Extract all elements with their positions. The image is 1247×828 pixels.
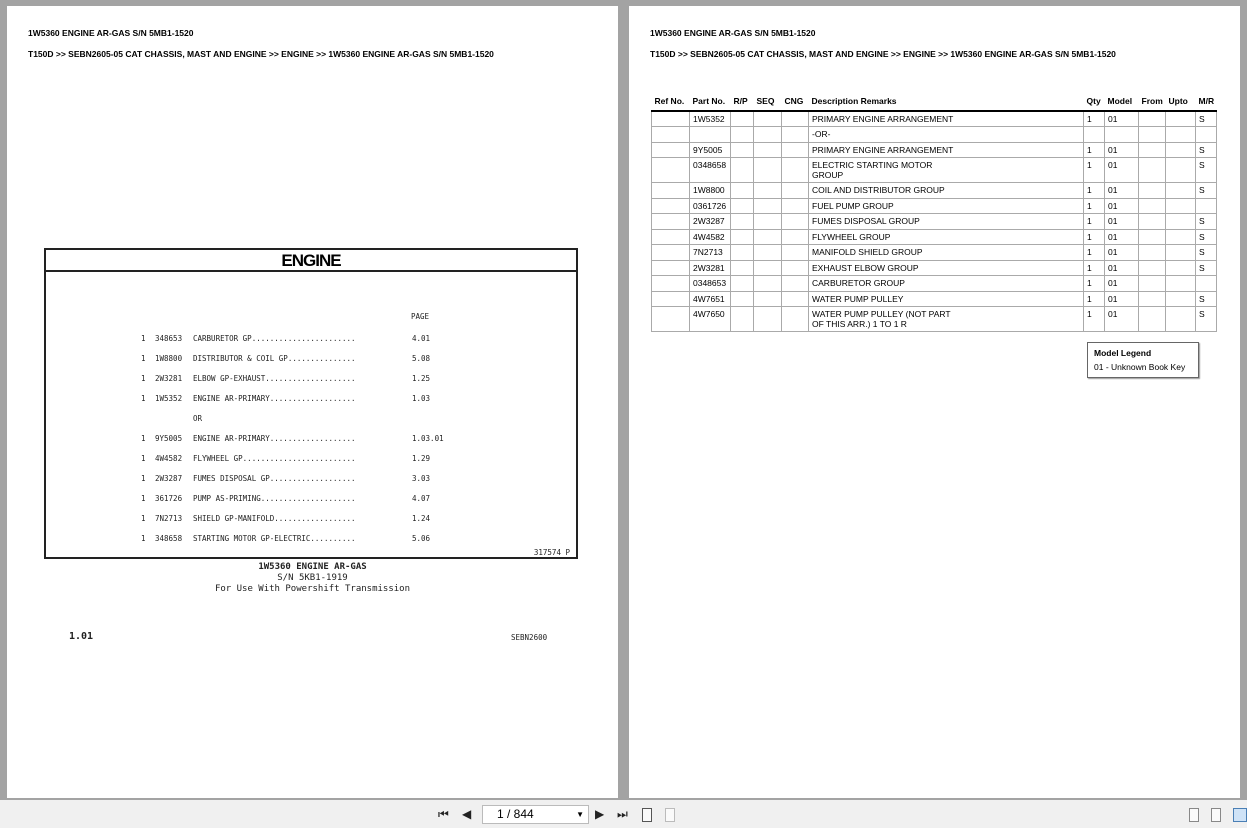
table-cell [1166, 142, 1196, 158]
table-cell [731, 214, 754, 230]
table-cell [1166, 158, 1196, 183]
table-cell [731, 276, 754, 292]
table-cell [754, 276, 782, 292]
scan-page: 1.25 [412, 374, 431, 383]
scan-desc: STARTING MOTOR GP-ELECTRIC.......... [193, 534, 356, 543]
table-cell: -OR- [809, 127, 1084, 143]
column-header: Part No. [690, 96, 731, 111]
table-cell [731, 111, 754, 127]
table-cell [652, 229, 690, 245]
table-cell: S [1196, 307, 1217, 332]
scan-desc: ENGINE AR-PRIMARY................... [193, 394, 356, 403]
scan-qty: 1 [141, 334, 146, 343]
table-cell [652, 260, 690, 276]
table-cell [731, 183, 754, 199]
scan-qty: 1 [141, 354, 146, 363]
table-cell: 1 [1084, 183, 1105, 199]
scan-page: 4.01 [412, 334, 431, 343]
scan-desc: CARBURETOR GP....................... [193, 334, 356, 343]
scan-page: 5.08 [412, 354, 431, 363]
previous-page-icon[interactable]: ◀ [462, 807, 472, 821]
table-row[interactable] [652, 260, 1217, 276]
page-value: 1 / 844 [497, 807, 534, 821]
import-page-icon[interactable] [665, 808, 675, 822]
column-header: R/P [731, 96, 754, 111]
table-row[interactable] [652, 291, 1217, 307]
table-cell [731, 198, 754, 214]
legend-title: Model Legend [1094, 348, 1152, 358]
table-cell: 4W7651 [690, 291, 731, 307]
table-row[interactable] [652, 142, 1217, 158]
table-cell [754, 291, 782, 307]
table-cell [1166, 307, 1196, 332]
scan-qty: 1 [141, 494, 146, 503]
table-cell [754, 198, 782, 214]
scan-part: 4W4582 [155, 454, 183, 463]
table-cell: EXHAUST ELBOW GROUP [809, 260, 1084, 276]
table-cell [731, 127, 754, 143]
table-cell [754, 183, 782, 199]
table-cell: 0348653 [690, 276, 731, 292]
table-cell [1166, 276, 1196, 292]
right-page [629, 6, 1240, 798]
table-cell [754, 127, 782, 143]
column-header: From [1139, 96, 1166, 111]
table-cell: 01 [1105, 229, 1139, 245]
table-cell [754, 307, 782, 332]
table-cell [782, 158, 809, 183]
table-cell: 0348658 [690, 158, 731, 183]
table-cell [754, 158, 782, 183]
two-page-view-icon[interactable] [1233, 808, 1247, 822]
table-cell [1139, 307, 1166, 332]
table-cell: 1 [1084, 291, 1105, 307]
table-cell: 9Y5005 [690, 142, 731, 158]
table-cell [1139, 111, 1166, 127]
table-cell: PRIMARY ENGINE ARRANGEMENT [809, 111, 1084, 127]
column-header: Qty [1084, 96, 1105, 111]
scan-part: 1W5352 [155, 394, 183, 403]
table-cell [652, 214, 690, 230]
scan-page: 1.29 [412, 454, 431, 463]
table-cell: MANIFOLD SHIELD GROUP [809, 245, 1084, 261]
scan-qty: 1 [141, 374, 146, 383]
scan-page-number: 1.01 [69, 631, 94, 642]
scan-part: 361726 [155, 494, 183, 503]
table-cell [1166, 260, 1196, 276]
table-cell [731, 291, 754, 307]
table-row[interactable] [652, 183, 1217, 199]
table-cell [1196, 127, 1217, 143]
table-cell: WATER PUMP PULLEY (NOT PART OF THIS ARR.) 1 TO 1 R [809, 307, 1084, 332]
scan-part: 348653 [155, 334, 183, 343]
scan-title: ENGINE [46, 250, 576, 272]
table-row[interactable] [652, 127, 1217, 143]
table-cell [1166, 183, 1196, 199]
table-cell [1139, 260, 1166, 276]
table-cell [731, 142, 754, 158]
table-cell [690, 127, 731, 143]
table-cell: 2W3287 [690, 214, 731, 230]
table-cell: 1 [1084, 158, 1105, 183]
parts-table [651, 96, 1217, 332]
scan-desc: FLYWHEEL GP......................... [193, 454, 356, 463]
table-cell: 01 [1105, 214, 1139, 230]
table-cell: S [1196, 111, 1217, 127]
scan-part: 2W3287 [155, 474, 183, 483]
table-cell: 1 [1084, 111, 1105, 127]
table-cell: 4W4582 [690, 229, 731, 245]
table-cell [782, 214, 809, 230]
scan-desc: PUMP AS-PRIMING..................... [193, 494, 356, 503]
table-cell: WATER PUMP PULLEY [809, 291, 1084, 307]
table-row[interactable] [652, 229, 1217, 245]
scanned-illustration [44, 248, 578, 559]
table-cell [782, 229, 809, 245]
table-cell [1139, 214, 1166, 230]
table-cell: S [1196, 214, 1217, 230]
table-row[interactable] [652, 214, 1217, 230]
scan-page: 3.03 [412, 474, 431, 483]
table-cell: S [1196, 260, 1217, 276]
table-cell [1166, 245, 1196, 261]
table-cell: 1 [1084, 214, 1105, 230]
column-header: Description Remarks [809, 96, 1084, 111]
table-cell [782, 183, 809, 199]
table-cell: 01 [1105, 307, 1139, 332]
table-cell [754, 260, 782, 276]
table-cell: 01 [1105, 291, 1139, 307]
table-cell: 7N2713 [690, 245, 731, 261]
page-title: 1W5360 ENGINE AR-GAS S/N 5MB1-1520 [650, 28, 816, 38]
left-page [7, 6, 618, 798]
scan-desc: SHIELD GP-MANIFOLD.................. [193, 514, 356, 523]
table-cell [652, 183, 690, 199]
column-header: CNG [782, 96, 809, 111]
table-cell: 01 [1105, 245, 1139, 261]
table-cell: S [1196, 183, 1217, 199]
table-cell [1139, 198, 1166, 214]
table-cell [1166, 214, 1196, 230]
chevron-down-icon: ▼ [576, 810, 584, 819]
column-header: Ref No. [652, 96, 690, 111]
table-cell [652, 276, 690, 292]
table-row[interactable] [652, 158, 1217, 183]
scan-desc: ELBOW GP-EXHAUST.................... [193, 374, 356, 383]
table-cell [731, 158, 754, 183]
scan-desc: OR [193, 414, 203, 423]
table-cell [1166, 291, 1196, 307]
scan-caption: 1W5360 ENGINE AR-GAS [258, 562, 367, 572]
table-cell: FUEL PUMP GROUP [809, 198, 1084, 214]
table-cell [731, 307, 754, 332]
table-cell [1166, 229, 1196, 245]
table-cell: PRIMARY ENGINE ARRANGEMENT [809, 142, 1084, 158]
table-cell [782, 111, 809, 127]
table-cell [1139, 142, 1166, 158]
table-cell [1139, 276, 1166, 292]
scan-qty: 1 [141, 454, 146, 463]
table-cell [1084, 127, 1105, 143]
table-cell [782, 127, 809, 143]
model-legend [1087, 342, 1199, 378]
scan-page: 1.24 [412, 514, 431, 523]
table-cell: 01 [1105, 198, 1139, 214]
scan-qty: 1 [141, 514, 146, 523]
table-cell [1139, 291, 1166, 307]
table-cell [652, 245, 690, 261]
table-cell: 01 [1105, 111, 1139, 127]
table-cell [1196, 198, 1217, 214]
scan-qty: 1 [141, 474, 146, 483]
table-cell: S [1196, 291, 1217, 307]
first-page-icon[interactable]: ⏮ [438, 807, 449, 821]
table-cell: 01 [1105, 158, 1139, 183]
table-cell: 1 [1084, 198, 1105, 214]
scan-note: For Use With Powershift Transmission [214, 584, 411, 594]
scan-desc: FUMES DISPOSAL GP................... [193, 474, 356, 483]
scan-qty: 1 [141, 434, 146, 443]
scan-ref: 317574 P [533, 548, 570, 557]
table-cell [782, 142, 809, 158]
next-page-icon[interactable]: ▶ [595, 807, 605, 821]
page-selector[interactable] [482, 805, 589, 824]
table-cell [1139, 127, 1166, 143]
scan-desc: DISTRIBUTOR & COIL GP............... [193, 354, 356, 363]
scan-part: 7N2713 [155, 514, 183, 523]
scan-page: 5.06 [412, 534, 431, 543]
scan-qty: 1 [141, 394, 146, 403]
table-cell: 1 [1084, 142, 1105, 158]
scan-part: 348658 [155, 534, 183, 543]
single-page-view-icon[interactable] [1189, 808, 1199, 822]
table-row[interactable] [652, 245, 1217, 261]
scan-book: SEBN2600 [511, 633, 548, 642]
table-cell: 2W3281 [690, 260, 731, 276]
table-cell [782, 291, 809, 307]
table-cell [652, 291, 690, 307]
table-cell [1196, 276, 1217, 292]
table-cell: 01 [1105, 183, 1139, 199]
table-cell [1166, 198, 1196, 214]
table-cell [731, 260, 754, 276]
table-cell [1166, 111, 1196, 127]
table-cell: 1 [1084, 229, 1105, 245]
table-cell: ELECTRIC STARTING MOTOR GROUP [809, 158, 1084, 183]
table-cell [652, 158, 690, 183]
table-cell [754, 142, 782, 158]
table-cell: COIL AND DISTRIBUTOR GROUP [809, 183, 1084, 199]
table-cell: S [1196, 158, 1217, 183]
table-row[interactable] [652, 111, 1217, 127]
scan-page: 1.03 [412, 394, 431, 403]
export-page-icon[interactable] [642, 808, 652, 822]
scan-page-label: PAGE [411, 312, 430, 321]
table-cell [1166, 127, 1196, 143]
table-cell [754, 229, 782, 245]
table-cell [1139, 245, 1166, 261]
continuous-view-icon[interactable] [1211, 808, 1221, 822]
table-cell: 1W5352 [690, 111, 731, 127]
table-cell [782, 260, 809, 276]
table-row[interactable] [652, 276, 1217, 292]
table-row[interactable] [652, 307, 1217, 332]
scan-part: 9Y5005 [155, 434, 183, 443]
table-cell [731, 229, 754, 245]
table-cell [782, 307, 809, 332]
column-header: SEQ [754, 96, 782, 111]
table-cell [652, 198, 690, 214]
scan-part: 2W3281 [155, 374, 183, 383]
table-cell: 1W8800 [690, 183, 731, 199]
table-cell [782, 276, 809, 292]
table-cell: 1 [1084, 307, 1105, 332]
table-cell [782, 198, 809, 214]
table-cell [1139, 158, 1166, 183]
table-cell: 4W7650 [690, 307, 731, 332]
table-cell: 1 [1084, 260, 1105, 276]
page-title: 1W5360 ENGINE AR-GAS S/N 5MB1-1520 [28, 28, 194, 38]
table-cell: FUMES DISPOSAL GROUP [809, 214, 1084, 230]
table-cell [652, 142, 690, 158]
table-cell: 1 [1084, 276, 1105, 292]
table-row[interactable] [652, 198, 1217, 214]
table-cell: 01 [1105, 260, 1139, 276]
table-cell [1139, 183, 1166, 199]
table-cell: 0361726 [690, 198, 731, 214]
table-cell: S [1196, 245, 1217, 261]
scan-qty: 1 [141, 534, 146, 543]
table-cell: S [1196, 229, 1217, 245]
table-cell [754, 214, 782, 230]
table-cell: 01 [1105, 276, 1139, 292]
table-cell [652, 307, 690, 332]
table-cell: 01 [1105, 142, 1139, 158]
toolbar [0, 800, 1247, 828]
column-header: Model [1105, 96, 1139, 111]
scan-desc: ENGINE AR-PRIMARY................... [193, 434, 356, 443]
scan-serial: S/N 5KB1-1919 [277, 573, 348, 583]
table-cell [1105, 127, 1139, 143]
table-cell [652, 127, 690, 143]
table-cell: FLYWHEEL GROUP [809, 229, 1084, 245]
table-cell [1139, 229, 1166, 245]
table-cell [754, 245, 782, 261]
legend-entry: 01 - Unknown Book Key [1094, 362, 1186, 372]
table-cell: 1 [1084, 245, 1105, 261]
scan-page: 4.07 [412, 494, 431, 503]
scan-part: 1W8800 [155, 354, 183, 363]
breadcrumb: T150D >> SEBN2605-05 CAT CHASSIS, MAST AND ENGINE >> ENGINE >> 1W5360 ENGINE AR-GAS S/N 5MB1-1520 [28, 49, 494, 59]
column-header: Upto [1166, 96, 1196, 111]
table-cell: S [1196, 142, 1217, 158]
breadcrumb: T150D >> SEBN2605-05 CAT CHASSIS, MAST AND ENGINE >> ENGINE >> 1W5360 ENGINE AR-GAS S/N 5MB1-1520 [650, 49, 1116, 59]
table-cell [731, 245, 754, 261]
table-cell [754, 111, 782, 127]
table-cell [652, 111, 690, 127]
scan-page: 1.03.01 [412, 434, 444, 443]
column-header: M/R [1196, 96, 1217, 111]
table-cell [782, 245, 809, 261]
last-page-icon[interactable]: ⏭ [617, 807, 628, 821]
table-cell: CARBURETOR GROUP [809, 276, 1084, 292]
